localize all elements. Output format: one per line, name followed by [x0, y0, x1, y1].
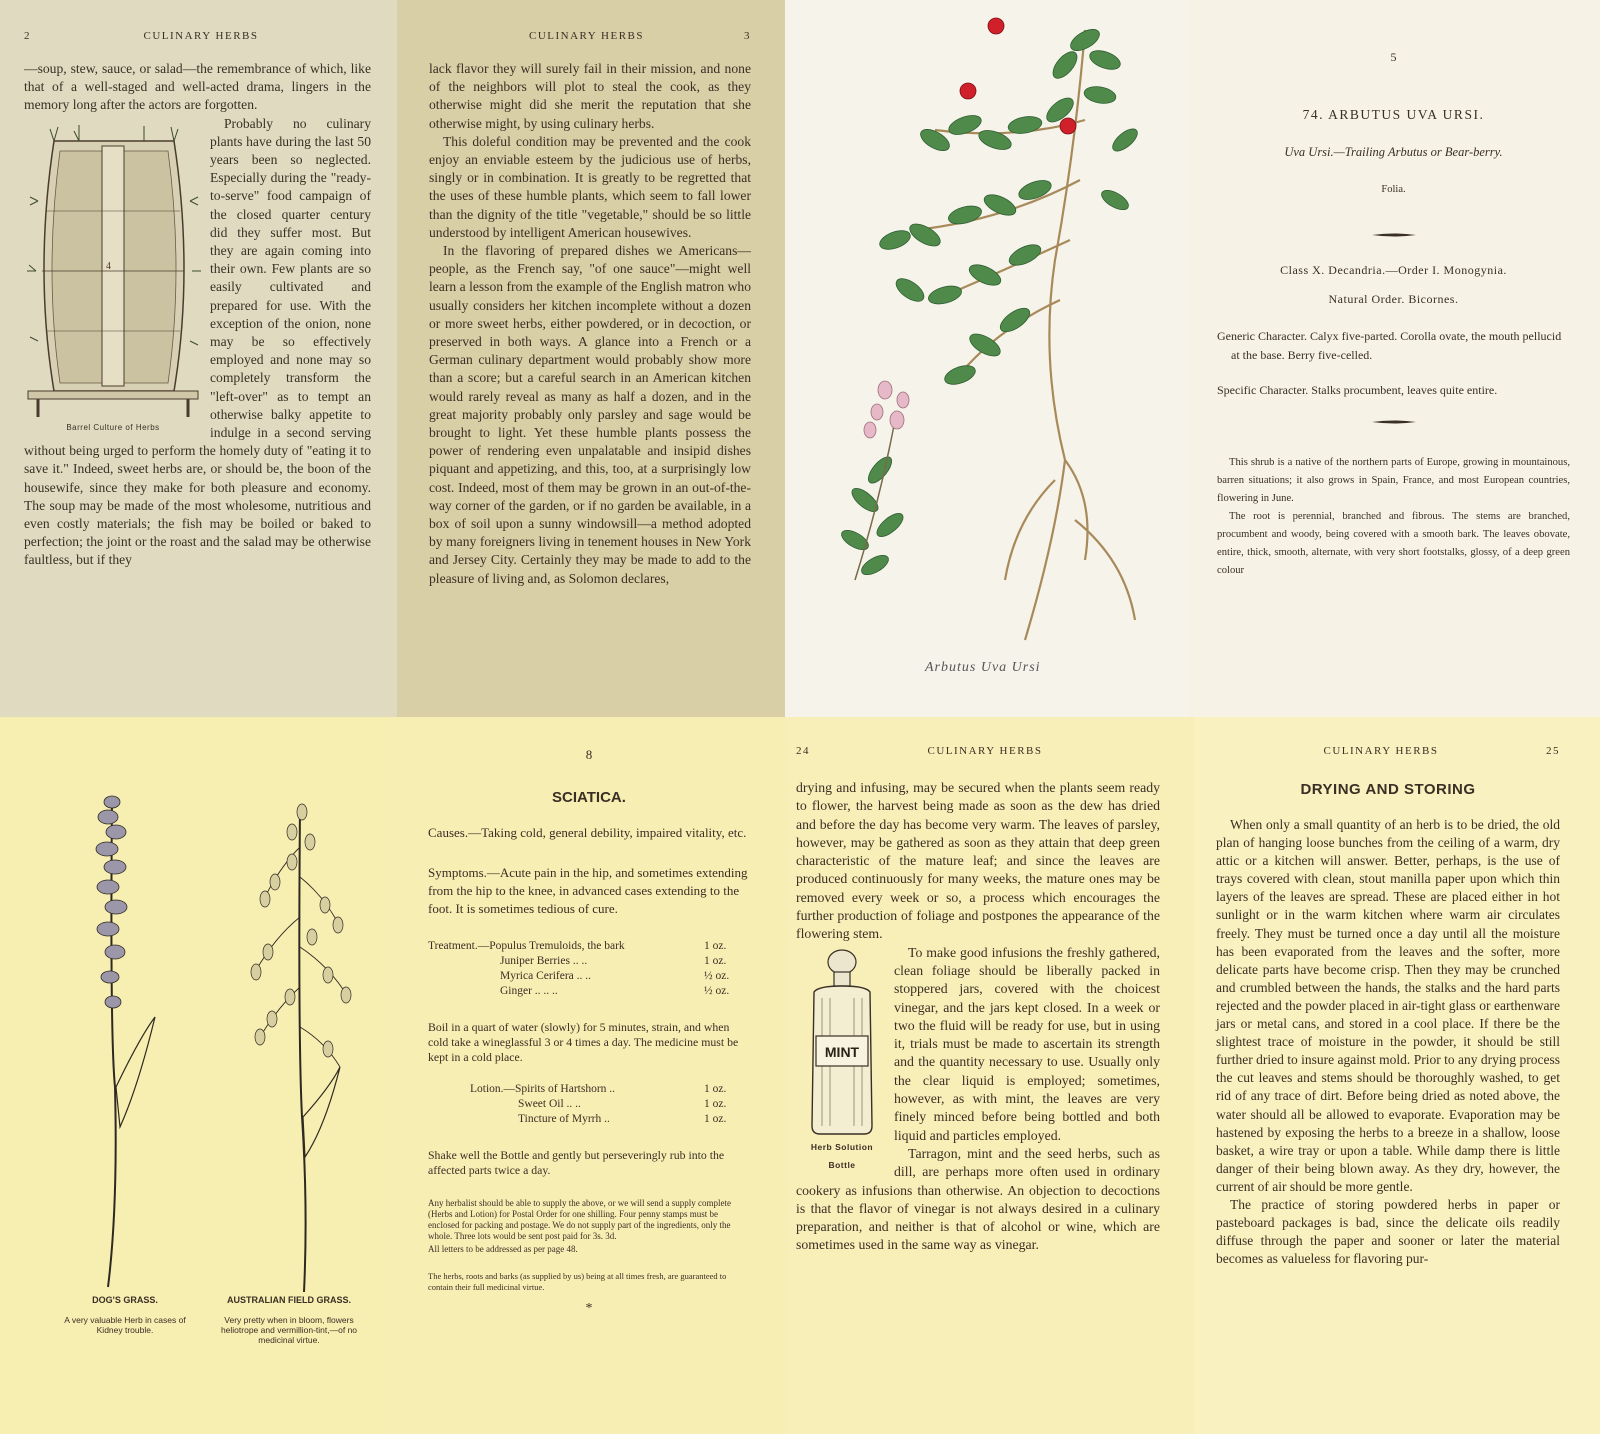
bearberry-illustration	[785, 0, 1187, 717]
figure-label: 4	[106, 260, 111, 272]
herb-solution-bottle	[796, 948, 888, 1138]
supply-note: Any herbalist should be able to supply the above, or we will send a supply complete (Herbs and Lotion) for Postal Order for one shilling. Four penny stamps must be enclosed for packing and postage. We do not supply part of the ingredients, only the whole. Three lots would be sent post paid for 3s. 3d.	[428, 1198, 731, 1241]
section-title: SCIATICA.	[552, 789, 626, 806]
quantity: ½ oz.	[704, 985, 730, 997]
causes: Causes.—Taking cold, general debility, impaired vitality, etc.	[428, 825, 747, 840]
symptoms: Symptoms.—Acute pain in the hip, and sometimes extending from the hip to the knee, in advanced cases extending to the foot. It is sometimes tedious of cure.	[428, 865, 748, 916]
generic-character: Generic Character. Calyx five-parted. Corolla ovate, the mouth pellucid at the base. Berry five-celled.	[1217, 329, 1562, 362]
page-header	[24, 30, 371, 60]
lotion-row	[470, 1083, 750, 1098]
book-page-3	[397, 0, 785, 717]
address-note: All letters to be addressed as per page 48.	[428, 1244, 578, 1254]
book-page-2	[0, 0, 397, 717]
boil-instructions: Boil in a quart of water (slowly) for 5 minutes, strain, and when cold take a wineglassful 3 or 4 times a day. The medicine must be kept in a cold place.	[428, 1020, 739, 1064]
ingredient: Myrica Cerifera .. ..	[500, 970, 592, 982]
ingredient: Tincture of Myrrh ..	[518, 1113, 610, 1125]
page-body	[796, 779, 1160, 1255]
page-header	[1216, 717, 1560, 779]
treatment-row	[428, 970, 750, 985]
australian-grass-caption	[214, 1295, 364, 1345]
paragraph: In the flavoring of prepared dishes we Americans—people, as the French say, "of one sauce"—might well learn a lesson from the example of the English matron who usually considers her kitchen incomplete without a dozen or more sweet herbs, either powdered, or in decoction, or preserved in both ways. A glance into a French or a German culinary department would probably show more than a score; but a careful search in an American kitchen would rarely reveal as many as half a dozen, and in the great majority probably only parsley and sage would be brought to light. Yet these humble plants possess the power of rendering even unpalatable and insipid dishes piquant and appetizing, and this, too, at a surprisingly low cost. Indeed, most of them may be grown in an out-of-the-way corner of the garden, or if no garden be available, in a box of soil upon a sunny windowsill—a method adopted by many foreigners living in tenement houses in New York and Jersey City. Certainly they may be made to add to the pleasure of living and, as Solomon declares,	[429, 243, 751, 586]
book-page-25	[1194, 717, 1600, 1434]
figure-caption: Barrel Culture of Herbs	[66, 422, 160, 432]
running-head: CULINARY HERBS	[1323, 745, 1439, 757]
book-page-24	[786, 717, 1194, 1434]
paragraph: When only a small quantity of an herb is to be dried, the old plan of hanging loose bunches from the ceiling of a warm, dry attic or a kitchen will answer. Better, perhaps, is the use of trays covered with clean, stout manilla paper upon which thin layers of the leaves are spread. These are placed either in hot sunlight or in the warm kitchen where warm air circulates freely. They must be turned once a day until all the moisture has been evaporated from the leaves and the softer, more delicate parts have become crisp. Then they may be crunched and crumbled between the hands, the stalks and the hard parts rejected and the powder placed in air-tight glass or earthenware jars or metal cans, and stored in a cool place. If there be the slightest trace of moisture in the powder, it should be still further dried to insure against mold. Prior to any drying process the cut leaves and stems should be thoroughly washed, to get rid of any trace of dirt. Before being dried as noted above, the water should all be allowed to evaporate. Evaporation may be hastened by exposing the herbs to a breeze in a shallow, loose basket, a wire tray or upon a table. While damp there is little danger of their being blown away. As they dry, however, the current of air should be more gentle.	[1216, 817, 1560, 1194]
ornamental-rule	[1372, 420, 1416, 424]
plate-caption: Arbutus Uva Ursi	[925, 660, 1041, 675]
ingredient: Sweet Oil .. ..	[518, 1098, 581, 1110]
paragraph: The practice of storing powdered herbs in paper or pasteboard packages is bad, since the delicate oils readily diffuse through the paper and sooner or later the material becomes as valueless for flavoring pur-	[1216, 1196, 1560, 1267]
page-body	[429, 60, 751, 588]
paragraph: The root is perennial, branched and fibrous. The stems are branched, procumbent and woody, being covered with a smooth bark. The leaves obovate, entire, thick, smooth, alternate, with very short footstalks, glossy, of a deep green colour	[1217, 511, 1570, 576]
bottle-figure	[796, 948, 888, 1168]
running-head: CULINARY HERBS	[143, 30, 259, 42]
ingredient: Treatment.—Populus Tremuloids, the bark	[428, 940, 625, 952]
paragraph: —soup, stew, sauce, or salad—the remembrance of which, like that of a well-staged and well-acted drama, lingers in the memory long after the actors are forgotten.	[24, 61, 371, 113]
page-number: 25	[1546, 745, 1560, 757]
quantity: 1 oz.	[704, 940, 727, 952]
paragraph: lack flavor they will surely fail in their mission, and none of the neighbors will plot to steal the cook, as they otherwise might did she merit the reputation that she otherwise might, by using culinary herbs.	[429, 61, 751, 131]
treatment-row	[428, 940, 750, 955]
book-page-5	[1187, 0, 1600, 717]
plant-note: A very valuable Herb in cases of Kidney trouble.	[64, 1315, 186, 1335]
guarantee-note: The herbs, roots and barks (as supplied by us) being at all times fresh, are guaranteed to contain their full medicinal virtue.	[428, 1271, 727, 1292]
barrel-figure	[24, 121, 202, 437]
section-title: DRYING AND STORING	[1300, 781, 1476, 798]
page-header	[796, 717, 1160, 779]
plant-name: DOG'S GRASS.	[92, 1295, 158, 1305]
entry-subtitle: Uva Ursi.—Trailing Arbutus or Bear-berry.	[1284, 145, 1503, 159]
plant-name: AUSTRALIAN FIELD GRASS.	[226, 1295, 351, 1305]
paragraph: To make good infusions the freshly gathered, clean foliage should be liberally packed in stoppered jars, covered with the choicest vinegar, and the jars kept closed. In a week or two the fluid will be ready for use, but in using it, trials must be made to ascertain its strength and the quantity necessary to use. Usually only the clear liquid is employed; sometimes, however, as with mint, the leaves are very finely minced before being bottled and both liquid and particles employed.	[894, 944, 1160, 1143]
shake-instructions: Shake well the Bottle and gently but perseveringly rub into the affected parts twice a day.	[428, 1148, 725, 1177]
ornament: *	[585, 1301, 593, 1316]
lotion-row	[470, 1098, 750, 1113]
paragraph: drying and infusing, may be secured when the plants seem ready to flower, the harvest being made as soon as the dew has dried and before the day has become very warm. The leaves of parsley, however, may be gathered as soon as they attain that deep green characteristic of the mature leaf; and since the leaves are produced continuously for many weeks, the mature ones may be removed every week or so, a process which encourages the further production of foliage and postpones the appearance of the flowering stem.	[796, 780, 1160, 942]
page-number: 8	[585, 747, 593, 762]
quantity: 1 oz.	[704, 1098, 727, 1110]
barrel-illustration	[24, 121, 202, 419]
running-head: CULINARY HERBS	[528, 30, 645, 42]
botanical-plate	[785, 0, 1187, 717]
entry-part: Folia.	[1381, 184, 1406, 195]
page-number: 24	[796, 745, 810, 757]
page-header	[429, 30, 751, 60]
running-head: CULINARY HERBS	[927, 745, 1043, 757]
ingredient: Lotion.—Spirits of Hartshorn ..	[470, 1083, 616, 1095]
page-body	[1216, 816, 1560, 1268]
paragraph: This doleful condition may be prevented and the cook enjoy an enviable esteem by the judicious use of herbs, singly or in combination. It is greatly to be regretted that the uses of these humble plants, which seem to fall lower than the dignity of the title "vegetable," should be so little understood by intelligent American housewives.	[429, 133, 751, 240]
specific-character: Specific Character. Stalks procumbent, leaves quite entire.	[1217, 383, 1498, 397]
page-number: 2	[24, 30, 31, 42]
lotion-list	[428, 1083, 750, 1128]
page-number: 3	[744, 30, 751, 42]
bottle-caption: Herb Solution Bottle	[810, 1141, 874, 1170]
ornamental-rule	[1372, 233, 1416, 237]
grasses-plate	[0, 717, 390, 1434]
quantity: 1 oz.	[704, 955, 727, 967]
paragraph: Tarragon, mint and the seed herbs, such as dill, are perhaps more often used in ordinary cookery as infusions than otherwise. An objection to decoctions is that the flavor of vinegar is not always desired in a culinary preparation, and neither is that of alcohol or wine, which are sometimes used in the same way as vinegar.	[796, 1145, 1160, 1253]
dogs-grass-illustration	[60, 787, 180, 1297]
ingredient: Juniper Berries .. ..	[500, 955, 588, 967]
book-page-8	[390, 717, 786, 1434]
page-body	[24, 60, 371, 570]
paragraph: Probably no culinary plants have during the last 50 years been so neglected. Especially during the "ready-to-serve" food campaign of the closed quarter century did they suffer most. But they are again coming into their own. Few plants are so easily cultivated and prepared for use. With the exception of the onion, none may be so effectively employed and none may so completely transform the "left-over" as to tempt an otherwise balky appetite to indulge in a second serving without being urged to perform the homely duty of "eating it to save it." Indeed, sweet herbs are, or should be, the boon of the housewife, since they make for both pleasure and economy. The soup may be made of the most wholesome, nutritious and even costly materials; the fish may be boiled or baked to perfection; the joint or the roast and the salad may be otherwise faultless, but if they	[24, 115, 371, 568]
classification: Class X. Decandria.—Order I. Monogynia.	[1280, 263, 1507, 277]
quantity: ½ oz.	[704, 970, 730, 982]
entry-title: 74. ARBUTUS UVA URSI.	[1302, 107, 1485, 122]
natural-order: Natural Order. Bicornes.	[1328, 292, 1459, 306]
page-number: 5	[1390, 50, 1397, 64]
quantity: 1 oz.	[704, 1083, 727, 1095]
paragraph: This shrub is a native of the northern parts of Europe, growing in mountainous, barren situations; it also grows in Spain, France, and most European countries, flowering in June.	[1217, 457, 1570, 504]
description	[1217, 454, 1570, 580]
quantity: 1 oz.	[704, 1113, 727, 1125]
plant-note: Very pretty when in bloom, flowers heliotrope and vermillion-tint,—of no medicinal virtue.	[220, 1315, 358, 1345]
australian-field-grass-illustration	[230, 787, 370, 1297]
treatment-list	[428, 940, 750, 1000]
ingredient: Ginger .. .. ..	[500, 985, 558, 997]
dogs-grass-caption	[55, 1295, 195, 1335]
treatment-row	[428, 955, 750, 970]
treatment-row	[428, 985, 750, 1000]
lotion-row	[470, 1113, 750, 1128]
bottle-label: MINT	[824, 1043, 860, 1060]
